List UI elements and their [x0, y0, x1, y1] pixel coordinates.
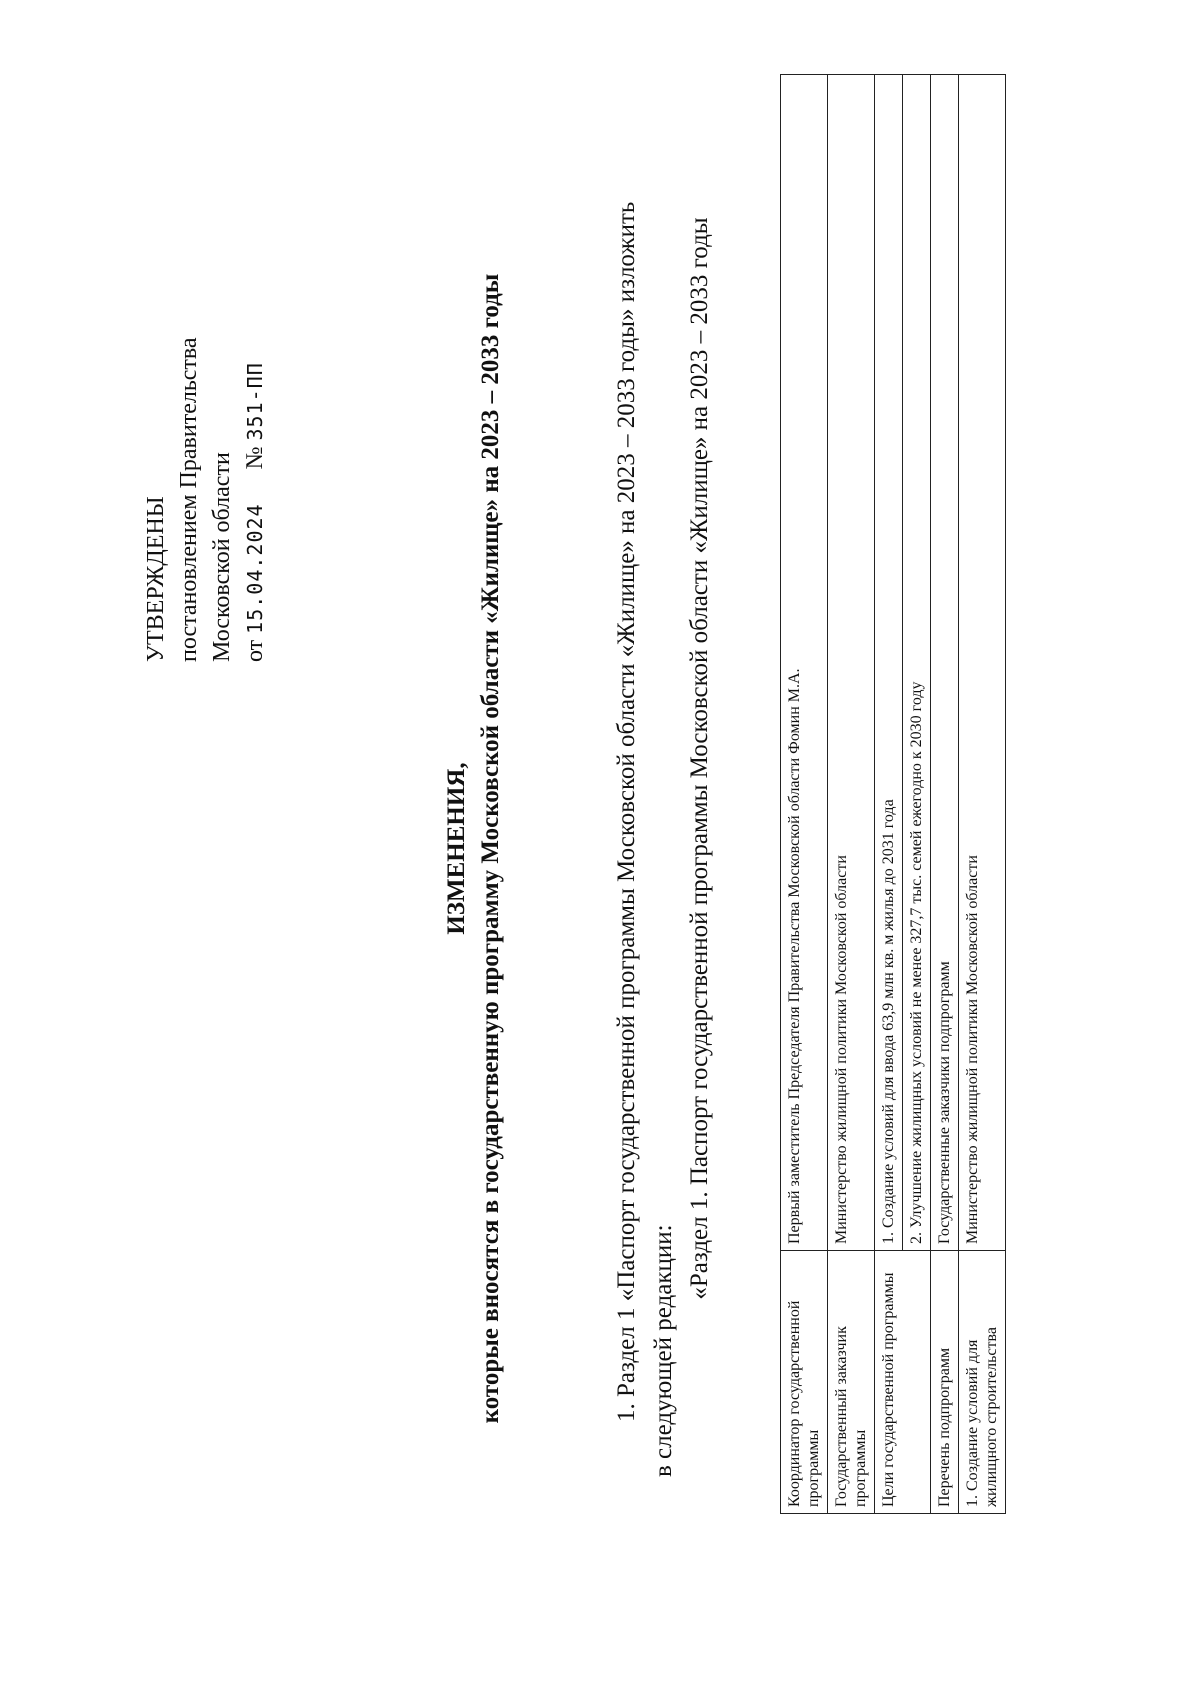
table-cell-value: Министерство жилищной политики Московской области: [828, 75, 875, 1251]
approval-region-text: Московской области: [209, 452, 235, 662]
table-cell-label: 1. Создание условий для жилищного строительства: [959, 1251, 1006, 1514]
approval-heading: УТВЕРЖДЕНЫ: [143, 496, 169, 662]
amendment-paragraph: [608, 57, 682, 1477]
amendment-paragraph-line2: в следующей редакции:: [650, 1224, 677, 1477]
approval-date-line: [239, 337, 272, 662]
table-row: [875, 75, 903, 1514]
approval-number-sign: №: [242, 446, 268, 470]
table-row: [959, 75, 1006, 1514]
table-cell-label: Государственный заказчик программы: [828, 1251, 875, 1514]
table-cell-label: Перечень подпрограмм: [931, 1251, 959, 1514]
table-cell-value: 1. Создание условий для ввода 63,9 млн кв. м жилья до 2031 года: [875, 75, 903, 1251]
approval-number: 351-ПП: [243, 362, 267, 441]
table-cell-value: Государственные заказчики подпрограмм: [931, 75, 959, 1251]
table-cell-label: Цели государственной программы: [875, 1251, 931, 1514]
document-title: [440, 0, 508, 1697]
approval-date-prefix: от: [242, 639, 268, 662]
title-subheading: которые вносятся в государственную программу Московской области «Жилище» на 2023 – 2033 годы: [477, 273, 504, 1424]
approval-date: 15.04.2024: [243, 503, 267, 634]
table-cell-label: Координатор государственной программы: [781, 1251, 828, 1514]
table-row: [781, 75, 828, 1514]
passport-table: [780, 74, 1006, 1514]
table-row: [931, 75, 959, 1514]
table-row: [828, 75, 875, 1514]
title-heading: ИЗМЕНЕНИЯ,: [443, 762, 470, 935]
table-cell-value: Первый заместитель Председателя Правительства Московской области Фомин М.А.: [781, 75, 828, 1251]
table-cell-value: 2. Улучшение жилищных условий не менее 327,7 тыс. семей ежегодно к 2030 году: [903, 75, 931, 1251]
approval-decree-text: постановлением Правительства: [176, 337, 202, 662]
amendment-paragraph-line1: 1. Раздел 1 «Паспорт государственной программы Московской области «Жилище» на 2023 – 2033 годы» изложить: [613, 201, 640, 1422]
section-heading: «Раздел 1. Паспорт государственной программы Московской области «Жилище» на 2023 – 2033 годы: [686, 217, 713, 1300]
table-cell-value: Министерство жилищной политики Московской области: [959, 75, 1006, 1251]
approval-stamp: [140, 337, 272, 662]
